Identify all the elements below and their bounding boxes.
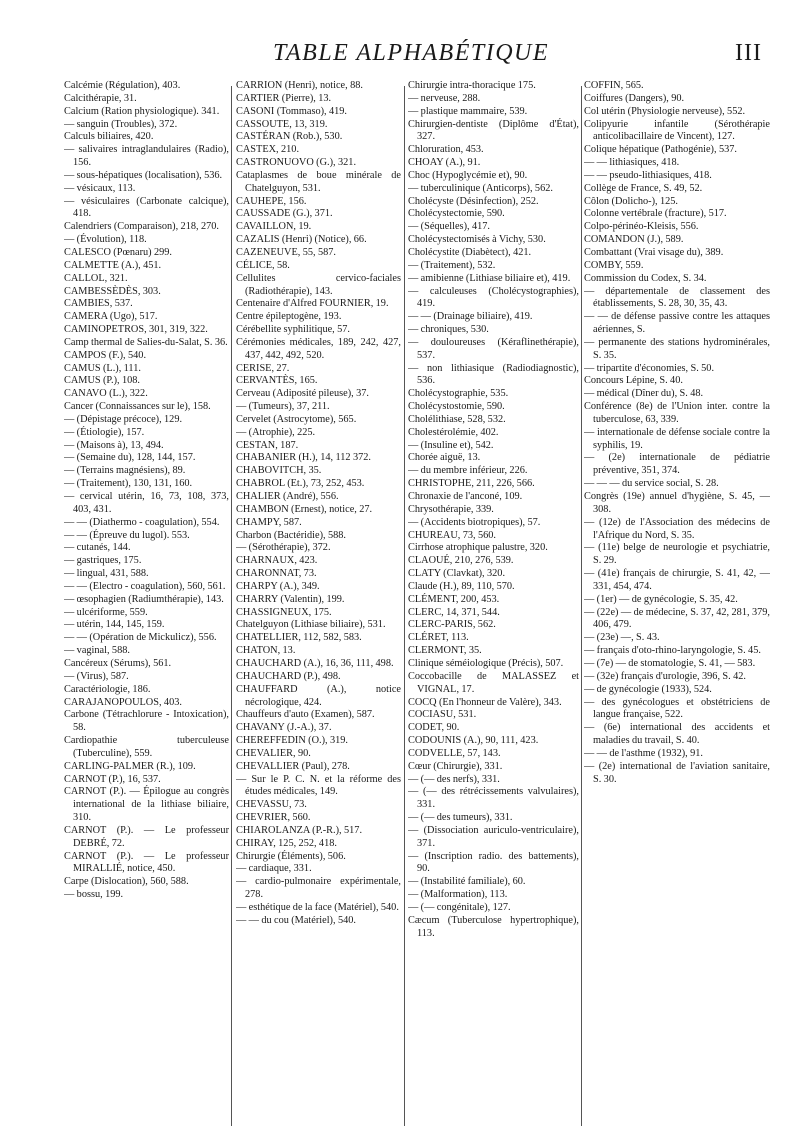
index-entry: — bossu, 199.	[64, 889, 124, 901]
index-entry: CARNOT (P.). — Épilogue au congrès international de la lithiase biliaire, 310.	[64, 786, 229, 824]
index-entry: CARLING-PALMER (R.), 109.	[64, 760, 196, 772]
index-entry: CHATELLIER, 112, 582, 583.	[236, 632, 362, 644]
page-number: III	[735, 40, 762, 66]
index-entry: — (Tumeurs), 37, 211.	[236, 401, 330, 413]
index-entry: — utérin, 144, 145, 159.	[64, 619, 165, 631]
index-entry: CLATY (Clavkat), 320.	[408, 568, 506, 580]
index-entry: CAZALIS (Henri) (Notice), 66.	[236, 234, 367, 246]
index-entry: CARAJANOPOULOS, 403.	[64, 696, 182, 708]
index-entry: Cholécystectomie, 590.	[408, 208, 505, 220]
index-entry: — douloureuses (Kéraflinethérapie), 537.	[408, 336, 579, 361]
index-entry: CHABOVITCH, 35.	[236, 465, 322, 477]
index-entry: — cardio-pulmonaire expérimentale, 278.	[236, 876, 401, 901]
index-entry: Cæcum (Tuberculose hypertrophique), 113.	[408, 914, 579, 939]
index-entry: Congrès (19e) annuel d'hygiène, S. 45, — 308.	[584, 491, 770, 515]
index-entry: Chauffeurs d'auto (Examen), 587.	[236, 709, 375, 721]
index-entry: CHABANIER (H.), 14, 112 372.	[236, 452, 371, 464]
index-entry: Cholécystographie, 535.	[408, 388, 509, 400]
index-entry: — — de l'asthme (1932), 91.	[584, 747, 703, 759]
index-entry: CHEVRIER, 560.	[236, 812, 311, 824]
index-entry: CAUSSADE (G.), 371.	[236, 208, 333, 220]
index-entry: Chatelguyon (Lithiase biliaire), 531.	[236, 619, 386, 631]
index-entry: — (Instabilité familiale), 60.	[408, 876, 526, 888]
index-entry: — Sur le P. C. N. et la réforme des études médicales, 149.	[236, 773, 401, 798]
index-entry: Chirurgien-dentiste (Diplôme d'État), 327.	[408, 118, 579, 143]
index-entry: CAMBESSÈDÈS, 303.	[64, 285, 161, 297]
index-entry: Calendriers (Comparaison), 218, 270.	[64, 221, 219, 233]
index-entry: Cholécystostomie, 590.	[408, 401, 505, 413]
index-entry: Colonne vertébrale (fracture), 517.	[584, 208, 727, 220]
index-entry: CHOAY (A.), 91.	[408, 157, 481, 169]
index-entry: Calculs biliaires, 420.	[64, 131, 154, 143]
index-entry: Cataplasmes de boue minérale de Chatelguyon, 531.	[236, 169, 401, 194]
index-entry: — (Sérothérapie), 372.	[236, 542, 331, 554]
index-entry: CHIAROLANZA (P.-R.), 517.	[236, 824, 363, 836]
index-entry: CHAMPY, 587.	[236, 516, 302, 528]
column-divider	[231, 86, 232, 1126]
index-entry: — (7e) — de stomatologie, S. 41, — 583.	[584, 657, 756, 669]
index-column-2	[236, 80, 401, 1130]
index-entry: — médical (Dîner du), S. 48.	[584, 388, 704, 400]
index-entry: — nerveuse, 288.	[408, 92, 481, 104]
index-entry: — chroniques, 530.	[408, 324, 489, 336]
index-entry: — départementale de classement des établissements, S. 28, 30, 35, 43.	[584, 285, 770, 310]
index-entry: CASTÉRAN (Rob.), 530.	[236, 131, 343, 143]
index-entry: CALLOL, 321.	[64, 272, 128, 284]
index-entry: CLAOUÉ, 210, 276, 539.	[408, 555, 514, 567]
index-entry: — cervical utérin, 16, 73, 108, 373, 403, 431.	[64, 491, 229, 515]
index-entry: CAMBIES, 537.	[64, 298, 133, 310]
index-entry: — (Inscription radio. des battements), 90.	[408, 850, 579, 875]
index-entry: CESTAN, 187.	[236, 439, 299, 451]
index-entry: — lingual, 431, 588.	[64, 568, 149, 580]
column-divider	[581, 86, 582, 1126]
index-entry: — vaginal, 588.	[64, 645, 130, 657]
index-entry: CARNOT (P.). — Le professeur DEBRÉ, 72.	[64, 824, 229, 849]
index-entry: — (22e) — de médecine, S. 37, 42, 281, 379, 406, 479.	[584, 606, 770, 631]
index-entry: Collège de France, S. 49, 52.	[584, 182, 703, 194]
index-entry: CHAUCHARD (P.), 498.	[236, 670, 341, 682]
index-entry: Conférence (8e) de l'Union inter. contre la tuberculose, 63, 339.	[584, 401, 770, 425]
index-entry: — ulcériforme, 559.	[64, 606, 148, 618]
index-entry: — œsophagien (Radiumthérapie), 143.	[64, 593, 224, 605]
index-entry: COCQ (En l'honneur de Valère), 343.	[408, 696, 562, 708]
index-entry: — vésicaux, 113.	[64, 182, 136, 194]
index-entry: CARNOT (P.). — Le professeur MIRALLIÉ, notice, 450.	[64, 850, 229, 875]
index-columns	[64, 80, 770, 1130]
index-entry: — — — du service social, S. 28.	[584, 478, 719, 490]
index-entry: — (2e) internationale de pédiatrie préventive, 351, 374.	[584, 452, 770, 477]
index-entry: — gastriques, 175.	[64, 555, 142, 567]
index-entry: Combattant (Vrai visage du), 389.	[584, 246, 724, 258]
index-entry: — calculeuses (Cholécystographies), 419.	[408, 285, 579, 310]
index-entry: CHARPY (A.), 349.	[236, 580, 320, 592]
index-entry: — — de défense passive contre les attaques aériennes, S.	[584, 311, 770, 336]
index-entry: Colique hépatique (Pathogénie), 537.	[584, 144, 737, 156]
index-entry: Cerveau (Adiposité pileuse), 37.	[236, 388, 369, 400]
index-entry: — (— des nerfs), 331.	[408, 773, 500, 785]
index-entry: CASONI (Tommaso), 419.	[236, 105, 347, 117]
index-entry: — français d'oto-rhino-laryngologie, S. 45.	[584, 645, 761, 657]
index-entry: — (1er) — de gynécologie, S. 35, 42.	[584, 593, 738, 605]
index-entry: CHATON, 13.	[236, 645, 296, 657]
index-entry: Concours Lépine, S. 40.	[584, 375, 683, 387]
index-entry: — — (Electro - coagulation), 560, 561.	[64, 580, 226, 592]
index-entry: Calcémie (Régulation), 403.	[64, 80, 181, 91]
index-entry: Carpe (Dislocation), 560, 588.	[64, 876, 189, 888]
index-entry: CLÉRET, 113.	[408, 632, 469, 644]
index-entry: Coccobacille de MALASSEZ et VIGNAL, 17.	[408, 670, 579, 695]
index-entry: CODOUNIS (A.), 90, 111, 423.	[408, 735, 539, 747]
index-entry: Carbone (Tétrachlorure - Intoxication), 58.	[64, 709, 229, 734]
index-entry: — (Évolution), 118.	[64, 234, 147, 246]
index-entry: Chronaxie de l'anconé, 109.	[408, 491, 523, 502]
index-entry: Clinique séméiologique (Précis), 507.	[408, 657, 564, 669]
index-entry: — internationale de défense sociale contre la syphilis, 19.	[584, 426, 770, 451]
index-entry: Chrysothérapie, 339.	[408, 503, 494, 515]
index-entry: CASTEX, 210.	[236, 144, 300, 156]
index-entry: Calcium (Ration physiologique). 341.	[64, 105, 220, 117]
index-entry: CHEVASSU, 73.	[236, 799, 307, 811]
index-entry: — de gynécologie (1933), 524.	[584, 683, 712, 695]
index-entry: — (Traitement), 532.	[408, 259, 496, 271]
index-entry: CHARNAUX, 423.	[236, 555, 318, 567]
index-entry: Choc (Hypoglycémie et), 90.	[408, 169, 528, 181]
index-entry: CHARONNAT, 73.	[236, 568, 317, 580]
index-entry: — — (Diathermo - coagulation), 554.	[64, 516, 220, 528]
index-column-4	[584, 80, 770, 1130]
index-entry: CHEREFFEDIN (O.), 319.	[236, 735, 349, 747]
index-entry: Cholécyste (Désinfection), 252.	[408, 195, 539, 207]
index-entry: CHABROL (Et.), 73, 252, 453.	[236, 478, 365, 490]
index-entry: Chirurgie intra-thoracique 175.	[408, 80, 536, 91]
index-entry: Colipyurie infantile (Sérothérapie anticolibacillaire de Vincent), 127.	[584, 118, 770, 143]
index-entry: COFFIN, 565.	[584, 80, 644, 91]
index-entry: CAUHEPE, 156.	[236, 195, 307, 207]
index-entry: CHAMBON (Ernest), notice, 27.	[236, 503, 373, 515]
index-entry: CHUREAU, 73, 560.	[408, 529, 496, 541]
index-entry: Cardiopathie tuberculeuse (Tuberculine), 559.	[64, 735, 229, 759]
index-entry: — permanente des stations hydrominérales, S. 35.	[584, 336, 770, 361]
index-entry: CHAUFFARD (A.), notice nécrologique, 424.	[236, 683, 401, 708]
index-entry: CHRISTOPHE, 211, 226, 566.	[408, 478, 535, 490]
index-entry: — (12e) de l'Association des médecins de l'Afrique du Nord, S. 35.	[584, 516, 770, 541]
index-entry: — (Insuline et), 542.	[408, 439, 494, 451]
index-entry: CARNOT (P.), 16, 537.	[64, 773, 161, 785]
index-entry: COMANDON (J.), 589.	[584, 234, 684, 246]
index-entry: — (Accidents biotropiques), 57.	[408, 516, 541, 528]
index-entry: CHALIER (André), 556.	[236, 491, 339, 502]
index-entry: Centre épileptogène, 193.	[236, 311, 342, 323]
index-entry: CARRION (Henri), notice, 88.	[236, 80, 363, 91]
index-entry: — cutanés, 144.	[64, 542, 131, 554]
index-entry: Centenaire d'Alfred FOURNIER, 19.	[236, 298, 389, 310]
index-entry: CALMETTE (A.), 451.	[64, 259, 162, 271]
page-header	[60, 40, 762, 76]
index-entry: Commission du Codex, S. 34.	[584, 272, 707, 284]
index-entry: — — pseudo-lithiasiques, 418.	[584, 169, 712, 181]
index-entry: Côlon (Dolicho-), 125.	[584, 195, 678, 207]
index-entry: — (Semaine du), 128, 144, 157.	[64, 452, 196, 464]
index-entry: Cellulites cervico-faciales (Radiothérapie), 143.	[236, 272, 401, 297]
index-entry: Cervelet (Astrocytome), 565.	[236, 413, 357, 425]
index-entry: — tuberculinique (Anticorps), 562.	[408, 182, 553, 194]
index-entry: — vésiculaires (Carbonate calcique), 418.	[64, 195, 229, 220]
index-entry: CARTIER (Pierre), 13.	[236, 92, 332, 104]
index-entry: CHEVALLIER (Paul), 278.	[236, 760, 350, 772]
index-entry: — — (Opération de Mickulicz), 556.	[64, 632, 217, 644]
index-entry: — des gynécologues et obstétriciens de langue française, 522.	[584, 696, 770, 721]
index-entry: Camp thermal de Salies-du-Salat, S. 36.	[64, 336, 228, 348]
index-entry: CHASSIGNEUX, 175.	[236, 606, 332, 618]
index-entry: — tripartite d'économies, S. 50.	[584, 362, 715, 374]
index-entry: — — du cou (Matériel), 540.	[236, 914, 356, 926]
running-title: TABLE ALPHABÉTIQUE	[272, 40, 550, 66]
index-entry: CLERC-PARIS, 562.	[408, 619, 496, 631]
index-entry: — plastique mammaire, 539.	[408, 105, 528, 117]
index-entry: Chloruration, 453.	[408, 144, 484, 156]
index-entry: — (41e) français de chirurgie, S. 41, 42, — 331, 454, 474.	[584, 568, 770, 592]
index-entry: COMBY, 559.	[584, 259, 644, 271]
index-entry: Col utérin (Physiologie nerveuse), 552.	[584, 105, 746, 117]
index-entry: — amibienne (Lithiase biliaire et), 419.	[408, 272, 571, 284]
index-entry: — — lithiasiques, 418.	[584, 157, 680, 169]
index-entry: CLERC, 14, 371, 544.	[408, 606, 500, 618]
index-entry: Cholestérolémie, 402.	[408, 426, 499, 438]
index-entry: — (2e) international de l'aviation sanitaire, S. 30.	[584, 760, 770, 785]
index-entry: Cancéreux (Sérums), 561.	[64, 657, 172, 669]
index-entry: CAMINOPETROS, 301, 319, 322.	[64, 324, 208, 336]
index-column-1	[64, 80, 229, 1130]
index-entry: CAMPOS (F.), 540.	[64, 349, 147, 361]
index-entry: — (Dépistage précoce), 129.	[64, 413, 183, 425]
index-entry: CERISE, 27.	[236, 362, 290, 374]
index-entry: CASTRONUOVO (G.), 321.	[236, 157, 357, 169]
index-entry: — (23e) —, S. 43.	[584, 632, 660, 644]
index-entry: — (11e) belge de neurologie et psychiatrie, S. 29.	[584, 542, 770, 567]
index-entry: — (32e) français d'urologie, 396, S. 42.	[584, 670, 746, 682]
index-entry: CASSOUTE, 13, 319.	[236, 118, 328, 130]
index-entry: CAZENEUVE, 55, 587.	[236, 246, 336, 258]
index-entry: Cœur (Chirurgie), 331.	[408, 760, 503, 772]
index-entry: — (Terrains magnésiens), 89.	[64, 465, 186, 477]
index-entry: — sous-hépatiques (localisation), 536.	[64, 169, 223, 181]
index-entry: CHAVANY (J.-A.), 37.	[236, 722, 332, 734]
index-entry: — (— des rétrécissements valvulaires), 331.	[408, 786, 579, 811]
index-entry: — cardiaque, 331.	[236, 863, 312, 875]
index-entry: — non lithiasique (Radiodiagnostic), 536.	[408, 362, 579, 387]
index-entry: — du membre inférieur, 226.	[408, 465, 528, 477]
index-entry: CHEVALIER, 90.	[236, 747, 311, 759]
index-entry: Chirurgie (Éléments), 506.	[236, 850, 346, 862]
index-entry: — (Traitement), 130, 131, 160.	[64, 478, 193, 490]
index-entry: CODET, 90.	[408, 722, 460, 734]
index-entry: Cérébellite syphilitique, 57.	[236, 324, 350, 336]
index-entry: CHARRY (Valentin), 199.	[236, 593, 345, 605]
index-entry: Cholécystectomisés à Vichy, 530.	[408, 234, 546, 246]
index-entry: Cholélithiase, 528, 532.	[408, 413, 506, 425]
index-entry: Caractériologie, 186.	[64, 683, 151, 695]
index-entry: — (— congénitale), 127.	[408, 902, 511, 913]
index-entry: — (Virus), 587.	[64, 670, 129, 682]
column-divider	[404, 86, 405, 1126]
index-entry: CAMUS (P.), 108.	[64, 375, 140, 387]
index-entry: CAMUS (L.), 111.	[64, 362, 141, 374]
index-entry: — — (Drainage biliaire), 419.	[408, 311, 533, 323]
index-entry: — esthétique de la face (Matériel), 540.	[236, 902, 399, 913]
index-column-3	[408, 80, 579, 1130]
index-entry: Calcithérapie, 31.	[64, 92, 137, 104]
index-entry: — sanguin (Troubles), 372.	[64, 118, 178, 130]
index-entry: CLERMONT, 35.	[408, 645, 482, 657]
index-entry: — (6e) international des accidents et maladies du travail, S. 40.	[584, 722, 770, 747]
index-entry: — salivaires intraglandulaires (Radio), 156.	[64, 144, 229, 169]
index-entry: CÉLICE, 58.	[236, 259, 290, 271]
index-entry: — (Atrophie), 225.	[236, 426, 316, 438]
index-entry: Cholécystite (Diabètect), 421.	[408, 246, 532, 258]
index-entry: Cancer (Connaissances sur le), 158.	[64, 401, 211, 413]
index-entry: CLÉMENT, 200, 453.	[408, 593, 500, 605]
index-entry: Cérémonies médicales, 189, 242, 427, 437, 442, 492, 520.	[236, 336, 401, 361]
index-entry: Cirrhose atrophique palustre, 320.	[408, 542, 548, 554]
index-entry: Coiffures (Dangers), 90.	[584, 92, 685, 104]
index-entry: — (— des tumeurs), 331.	[408, 812, 513, 824]
index-entry: — (Séquelles), 417.	[408, 221, 490, 233]
index-entry: — (Malformation), 113.	[408, 889, 508, 901]
index-entry: CAMERA (Ugo), 517.	[64, 311, 158, 323]
index-entry: COCIASU, 531.	[408, 709, 477, 721]
index-entry: Colpo-périnéo-Kleisis, 556.	[584, 221, 699, 233]
index-entry: CERVANTÈS, 165.	[236, 375, 318, 387]
index-entry: CALESCO (Pœnaru) 299.	[64, 246, 172, 258]
index-entry: — (Maisons à), 13, 494.	[64, 439, 164, 451]
index-entry: Charbon (Bactéridie), 588.	[236, 529, 346, 541]
index-entry: CODVELLE, 57, 143.	[408, 747, 501, 759]
index-entry: Claude (H.), 89, 110, 570.	[408, 580, 515, 592]
index-entry: Chorée aiguë, 13.	[408, 452, 481, 464]
index-entry: — — (Épreuve du lugol). 553.	[64, 529, 190, 541]
index-entry: CANAVO (L.), 322.	[64, 388, 148, 400]
index-entry: CHIRAY, 125, 252, 418.	[236, 837, 337, 849]
index-entry: — (Étiologie), 157.	[64, 426, 145, 438]
index-entry: CAVAILLON, 19.	[236, 221, 312, 233]
index-entry: CHAUCHARD (A.), 16, 36, 111, 498.	[236, 657, 394, 669]
index-entry: — (Dissociation auriculo-ventriculaire), 371.	[408, 824, 579, 849]
